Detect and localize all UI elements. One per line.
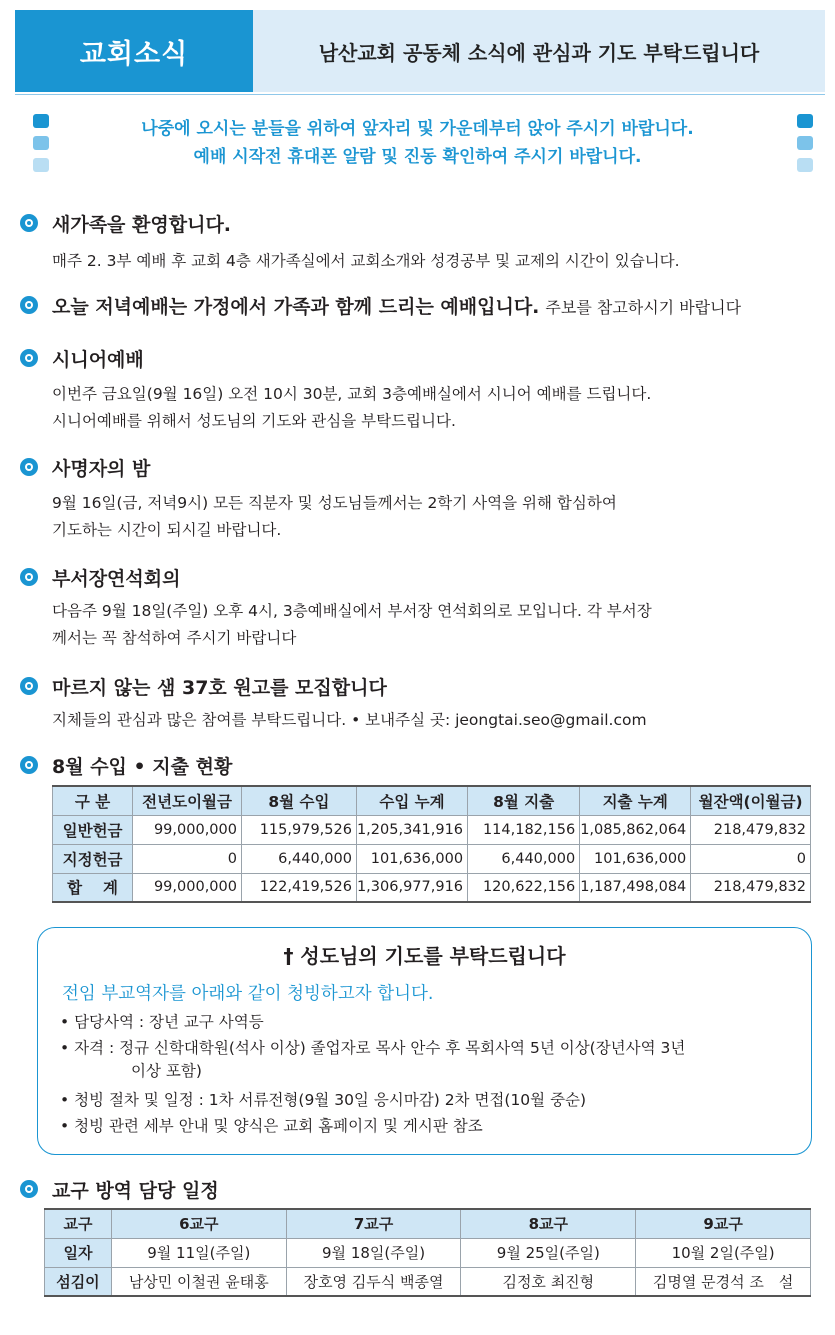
table-cell: 10월 2일(주일) (636, 1238, 811, 1267)
table-header-row (45, 1209, 811, 1238)
table-cell: 1,205,341,916 (356, 815, 467, 844)
notice-square-icon (33, 136, 49, 150)
section-text: 기도하는 시간이 되시길 바랍니다. (52, 521, 282, 539)
section-text: 께서는 꼭 참석하여 주시기 바랍니다 (52, 629, 297, 647)
table-cell: 1,306,977,916 (356, 873, 467, 902)
table-cell: 122,419,526 (241, 873, 356, 902)
section-text: 지체들의 관심과 많은 참여를 부탁드립니다. • 보내주실 곳: jeongtai.seo@gmail.com (52, 711, 647, 729)
notice-square-icon (797, 136, 813, 150)
table-row-label: 일반헌금 (53, 815, 133, 844)
section-text: 9월 16일(금, 저녁9시) 모든 직분자 및 성도님들께서는 2학기 사역을 위해 합심하여 (52, 494, 617, 512)
section-title-manuscript: 마르지 않는 샘 37호 원고를 모집합니다 (52, 677, 387, 699)
table-row (53, 844, 811, 873)
bullet-icon (20, 296, 38, 314)
table-row (53, 815, 811, 844)
prayer-item: • 청빙 관련 세부 안내 및 양식은 교회 홈페이지 및 게시판 참조 (60, 1117, 483, 1135)
notice-square-icon (797, 158, 813, 172)
table-cell: 1,085,862,064 (580, 815, 691, 844)
table-cell: 1,187,498,084 (580, 873, 691, 902)
prayer-item: • 담당사역 : 장년 교구 사역등 (60, 1013, 264, 1031)
table-header-cell: 7교구 (286, 1209, 461, 1238)
table-header-cell: 교구 (45, 1209, 112, 1238)
table-header-cell: 9교구 (636, 1209, 811, 1238)
table-row-label: 합 계 (53, 873, 133, 902)
table-cell: 9월 11일(주일) (111, 1238, 286, 1267)
table-header-cell: 8교구 (461, 1209, 636, 1238)
section-title-new-family: 새가족을 환영합니다. (52, 214, 232, 236)
prayer-request-box (37, 927, 812, 1155)
prayer-item: • 청빙 절차 및 일정 : 1차 서류전형(9월 30일 응시마감) 2차 면접(10월 중순) (60, 1091, 587, 1109)
table-header-row (53, 786, 811, 815)
table-cell: 남상민 이철권 윤태홍 (111, 1267, 286, 1296)
prayer-title: † 성도님의 기도를 부탁드립니다 (283, 944, 566, 968)
table-cell: 101,636,000 (356, 844, 467, 873)
prayer-item: • 자격 : 정규 신학대학원(석사 이상) 졸업자로 목사 안수 후 목회사역 5년 이상(장년사역 3년 (60, 1039, 686, 1057)
table-row (45, 1238, 811, 1267)
section-title-department-meeting: 부서장연석회의 (52, 568, 181, 590)
notice-line-1: 나중에 오시는 분들을 위하여 앞자리 및 가운데부터 앉아 주시기 바랍니다. (141, 119, 694, 139)
table-header-cell: 8월 지출 (468, 786, 580, 815)
header-divider (15, 94, 825, 95)
section-title-text: 오늘 저녁예배는 가정에서 가족과 함께 드리는 예배입니다. (52, 296, 540, 318)
section-title-senior-worship: 시니어예배 (52, 349, 144, 371)
table-header-cell: 월잔액(이월금) (691, 786, 811, 815)
table-row (45, 1267, 811, 1296)
notice-square-icon (797, 114, 813, 128)
table-row-label: 지정헌금 (53, 844, 133, 873)
table-header-cell: 지출 누계 (580, 786, 691, 815)
table-header-cell: 수입 누계 (356, 786, 467, 815)
table-cell: 9월 25일(주일) (461, 1238, 636, 1267)
table-cell: 218,479,832 (691, 873, 811, 902)
bullet-icon (20, 756, 38, 774)
table-header-cell: 구 분 (53, 786, 133, 815)
table-header-cell: 8월 수입 (241, 786, 356, 815)
section-title-schedule: 교구 방역 담당 일정 (52, 1180, 219, 1202)
table-cell: 115,979,526 (241, 815, 356, 844)
table-row-label: 일자 (45, 1238, 112, 1267)
table-cell: 장호영 김두식 백종열 (286, 1267, 461, 1296)
section-title-evening-worship (52, 292, 741, 319)
bullet-icon (20, 1180, 38, 1198)
table-cell: 6,440,000 (468, 844, 580, 873)
table-header-cell: 6교구 (111, 1209, 286, 1238)
section-title-tail: 주보를 참고하시기 바랍니다 (545, 298, 742, 317)
table-cell: 9월 18일(주일) (286, 1238, 461, 1267)
table-header-cell: 전년도이월금 (133, 786, 242, 815)
table-row (53, 873, 811, 902)
section-title-finance: 8월 수입 • 지출 현황 (52, 756, 233, 778)
table-cell: 99,000,000 (133, 873, 242, 902)
table-cell: 120,622,156 (468, 873, 580, 902)
bullet-icon (20, 458, 38, 476)
bullet-icon (20, 214, 38, 232)
prayer-item: 이상 포함) (131, 1062, 202, 1080)
notice-square-icon (33, 158, 49, 172)
notice-line-2: 예배 시작전 휴대폰 알람 및 진동 확인하여 주시기 바랍니다. (193, 147, 642, 167)
table-cell: 김명열 문경석 조 설 (636, 1267, 811, 1296)
table-cell: 99,000,000 (133, 815, 242, 844)
prayer-intro: 전임 부교역자를 아래와 같이 청빙하고자 합니다. (62, 984, 434, 1004)
table-cell: 114,182,156 (468, 815, 580, 844)
table-cell: 김정호 최진형 (461, 1267, 636, 1296)
finance-table (52, 785, 811, 903)
table-cell: 6,440,000 (241, 844, 356, 873)
section-text: 시니어예배를 위해서 성도님의 기도와 관심을 부탁드립니다. (52, 412, 456, 430)
bullet-icon (20, 677, 38, 695)
header-subtitle: 남산교회 공동체 소식에 관심과 기도 부탁드립니다 (318, 40, 760, 65)
header-tab-title: 교회소식 (15, 10, 253, 92)
schedule-table (44, 1208, 811, 1297)
table-row-label: 섬김이 (45, 1267, 112, 1296)
table-cell: 101,636,000 (580, 844, 691, 873)
bullet-icon (20, 349, 38, 367)
table-cell: 0 (691, 844, 811, 873)
section-text: 매주 2. 3부 예배 후 교회 4층 새가족실에서 교회소개와 성경공부 및 교제의 시간이 있습니다. (52, 252, 680, 270)
bullet-icon (20, 568, 38, 586)
section-text: 이번주 금요일(9월 16일) 오전 10시 30분, 교회 3층예배실에서 시니어 예배를 드립니다. (52, 385, 652, 403)
section-text: 다음주 9월 18일(주일) 오후 4시, 3층예배실에서 부서장 연석회의로 모입니다. 각 부서장 (52, 602, 652, 620)
header-bar (15, 10, 825, 92)
section-title-missionary-night: 사명자의 밤 (52, 458, 151, 480)
notice-square-icon (33, 114, 49, 128)
table-cell: 218,479,832 (691, 815, 811, 844)
table-cell: 0 (133, 844, 242, 873)
